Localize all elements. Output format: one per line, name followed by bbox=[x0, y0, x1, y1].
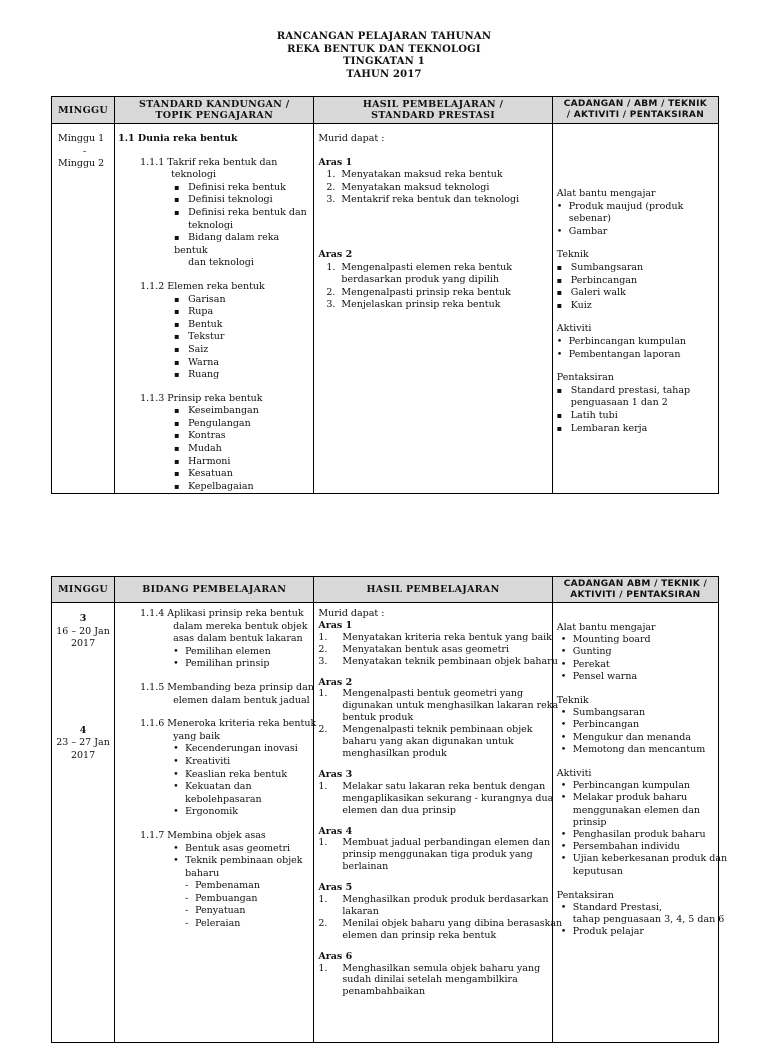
list-item: ▪ Mudah bbox=[174, 443, 313, 456]
week-year: 2017 bbox=[70, 638, 96, 650]
list-item: • Penghasilan produk baharu bbox=[561, 829, 718, 841]
list-item: • Standard Prestasi, bbox=[561, 902, 718, 914]
list-item: • Pembentangan laporan bbox=[557, 349, 718, 362]
aktiviti-title: Aktiviti bbox=[556, 323, 592, 335]
col-header-minggu: MINGGU bbox=[52, 577, 115, 603]
cell-hasil-pembelajaran: Murid dapat : Aras 1 1. Menyatakan kriteria reka bentuk yang baik 2. Menyatakan bentuk asas geometri 3. Menyatakan teknik pembinaan objek baharu Aras 2 1. Mengenalpasti bentuk geometri yang digunakan untuk menghasilkan lakaran reka bentuk produk 2. Mengenalpasti teknik pembinaan objek baharu yang akan digunakan untuk menghasilkan produk Aras 3 1. Melakar satu lakaran reka bentuk dengan mengaplikasikan sekurang - kurangnya dua elemen dan dua prinsip Aras 4 1. Membuat jadual perbandingan elemen dan prinsip menggunakan tiga produk yang berlainan Aras 5 1. Menghasilkan produk produk berdasarkan lakaran 2. Menilai objek baharu yang dibina berasaskan elemen dan prinsip reka bentuk Aras 6 1. Menghasilkan semula objek baharu yang sudah dinilai setelah mengambilkira penambahbaikan bbox=[314, 603, 552, 1043]
table-header-row bbox=[52, 577, 719, 603]
list-item: • Perbincangan kumpulan bbox=[557, 336, 718, 349]
list-item: ▪ Pengulangan bbox=[174, 418, 313, 431]
header-line-4: TAHUN 2017 bbox=[346, 68, 422, 80]
list-item: • Pemilihan prinsip bbox=[173, 658, 313, 671]
list-item: ▪ Galeri walk bbox=[557, 287, 718, 300]
list-item: • Perekat bbox=[561, 659, 718, 671]
week-start: Minggu 1 bbox=[58, 133, 105, 144]
list-item: ▪ Kepelbagaian bbox=[174, 481, 313, 494]
topic-title: 1.1 Dunia reka bentuk bbox=[118, 133, 238, 144]
list-item: Mengenalpasti teknik pembinaan objek bbox=[342, 724, 533, 736]
week-date: 16 – 20 Jan bbox=[56, 625, 110, 637]
table-row bbox=[52, 603, 719, 1043]
aras-1-title: Aras 1 bbox=[318, 156, 353, 168]
list-item: - Pembuangan bbox=[185, 893, 313, 906]
header-line-2: REKA BENTUK DAN TEKNOLOGI bbox=[287, 43, 481, 55]
week-number: 4 bbox=[79, 724, 87, 736]
list-item: ▪ Perbincangan bbox=[557, 275, 718, 288]
list-item: • Perbincangan bbox=[561, 719, 718, 731]
table-row bbox=[52, 124, 719, 494]
aras-1-title: Aras 1 bbox=[318, 619, 353, 631]
list-item: ▪ Definisi teknologi bbox=[174, 194, 313, 207]
list-item: ▪ Tekstur bbox=[174, 331, 313, 344]
list-item: Menyatakan kriteria reka bentuk yang baik bbox=[342, 631, 552, 643]
list-item: ▪ Kuiz bbox=[557, 300, 718, 313]
cell-hasil-pembelajaran: Murid dapat : Aras 1 1. Menyatakan maksud reka bentuk 2. Menyatakan maksud teknologi 3. Mentakrif reka bentuk dan teknologi Aras 2 1. Mengenalpasti elemen reka bentuk berdasarkan produk yang dipilih 2. Mengenalpasti prinsip reka bentuk 3. Menjelaskan prinsip reka bentuk bbox=[314, 124, 552, 494]
list-item: ▪ Latih tubi bbox=[557, 410, 718, 423]
list-item: ▪ Rupa bbox=[174, 306, 313, 319]
subtopic-list bbox=[140, 405, 313, 493]
cell-minggu bbox=[52, 124, 115, 494]
list-item: • Pemilihan elemen bbox=[173, 646, 313, 659]
list-item: ▪ Saiz bbox=[174, 344, 313, 357]
abm-title: Alat bantu mengajar bbox=[556, 622, 656, 633]
list-item: • Sumbangsaran bbox=[561, 707, 718, 719]
list-item: • Mengukur dan menanda bbox=[561, 732, 718, 744]
pentaksiran-title: Pentaksiran bbox=[556, 372, 614, 384]
list-item: ▪ Definisi reka bentuk bbox=[174, 182, 313, 195]
list-item: • Ergonomik bbox=[173, 806, 313, 819]
col-header-standard-kandungan: STANDARD KANDUNGAN / TOPIK PENGAJARAN bbox=[115, 97, 314, 124]
col-header-hasil-pembelajaran: HASIL PEMBELAJARAN / STANDARD PRESTASI bbox=[314, 97, 552, 124]
murid-dapat: Murid dapat : bbox=[318, 133, 385, 144]
aras-3-title: Aras 3 bbox=[318, 768, 353, 780]
list-item: ▪ Kesatuan bbox=[174, 468, 313, 481]
aras-6-title: Aras 6 bbox=[318, 950, 353, 962]
list-item: ▪ Bentuk bbox=[174, 319, 313, 332]
list-item: ▪ Sumbangsaran bbox=[557, 262, 718, 275]
list-item: Mentakrif reka bentuk dan teknologi bbox=[341, 194, 520, 206]
col-header-hasil-pembelajaran: HASIL PEMBELAJARAN bbox=[314, 577, 552, 603]
list-item: • Pensel warna bbox=[561, 671, 718, 683]
col-header-bidang-pembelajaran: BIDANG PEMBELAJARAN bbox=[115, 577, 314, 603]
list-item: Menghasilkan produk produk berdasarkan bbox=[342, 894, 549, 906]
list-item: - Penyatuan bbox=[185, 905, 313, 918]
abm-title: Alat bantu mengajar bbox=[556, 188, 656, 199]
list-item: • Kecenderungan inovasi bbox=[173, 743, 313, 756]
list-item: • Gambar bbox=[557, 226, 718, 239]
list-item: - Pembenaman bbox=[185, 880, 313, 893]
list-item: ▪ Ruang bbox=[174, 369, 313, 382]
list-item: Menilai objek baharu yang dibina berasaskan bbox=[342, 917, 563, 929]
teknik-title: Teknik bbox=[556, 249, 589, 261]
subtopic-1-1-3: 1.1.3 Prinsip reka bentuk bbox=[140, 392, 263, 404]
week-year: 2017 bbox=[70, 749, 96, 761]
col-header-cadangan: CADANGAN / ABM / TEKNIK / AKTIVITI / PENTAKSIRAN bbox=[552, 97, 718, 124]
aras-2-title: Aras 2 bbox=[318, 248, 353, 260]
list-item: Menyatakan teknik pembinaan objek baharu bbox=[342, 655, 558, 667]
list-item: • Memotong dan mencantum bbox=[561, 744, 718, 756]
list-item: • Melakar produk baharu bbox=[561, 792, 718, 804]
cell-cadangan: Alat bantu mengajar • Mounting board • Gunting • Perekat • Pensel warna Teknik • Sumbangsaran • Perbincangan • Mengukur dan menanda • Memotong dan mencantum Aktiviti • Perbincangan kumpulan • Melakar produk baharu menggunakan elemen dan prinsip • Penghasilan produk baharu • Persembahan individu • Ujian keberkesanan produk dan keputusan Pentaksiran • Standard Prestasi, tahap penguasaan 3, 4, 5 dan 6 • Produk pelajar bbox=[552, 603, 718, 1043]
subtopic-list: ▪ Definisi reka bentuk ▪ Definisi teknologi ▪ Definisi reka bentuk dan teknologi ▪ Bidang dalam reka bentuk dan teknologi bbox=[140, 182, 313, 270]
list-item: Mengenalpasti prinsip reka bentuk bbox=[341, 286, 511, 298]
list-item: ▪ Kontras bbox=[174, 430, 313, 443]
list-item: Menyatakan maksud teknologi bbox=[341, 181, 490, 193]
week-end: Minggu 2 bbox=[58, 158, 105, 170]
list-item: • Kekuatan dan bbox=[173, 781, 313, 794]
list-item: • Ujian keberkesanan produk dan bbox=[561, 853, 718, 865]
list-item: ▪ Bidang dalam reka bentuk bbox=[174, 232, 313, 257]
subtopic-list bbox=[140, 294, 313, 382]
plan-table-1 bbox=[51, 96, 719, 494]
list-item: • Kreativiti bbox=[173, 756, 313, 769]
list-item: Mengenalpasti bentuk geometri yang bbox=[342, 688, 524, 700]
list-item: ▪ Warna bbox=[174, 357, 313, 370]
teknik-title: Teknik bbox=[556, 695, 589, 707]
cell-minggu bbox=[52, 603, 115, 1043]
list-item: • Produk pelajar bbox=[561, 926, 718, 938]
list-item: Melakar satu lakaran reka bentuk dengan bbox=[342, 780, 546, 792]
list-item: ▪ Definisi reka bentuk dan bbox=[174, 207, 313, 220]
subtopic-1-1-7: 1.1.7 Membina objek asas bbox=[140, 829, 266, 841]
list-item: • Teknik pembinaan objek bbox=[173, 855, 313, 868]
cell-standard-kandungan: 1.1 Dunia reka bentuk 1.1.1 Takrif reka bentuk dan teknologi ▪ Definisi reka bentuk ▪ Definisi teknologi ▪ Definisi reka bentuk dan teknologi ▪ Bidang dalam reka bentuk dan teknologi 1.1.2 Elemen reka bentuk ▪ Garisan ▪ Rupa ▪ Bentuk ▪ Tekstur ▪ Saiz ▪ Warna ▪ Ruang 1.1.3 Prinsip reka bentuk ▪ Keseimbangan ▪ Pengulangan ▪ Kontras ▪ Mudah ▪ Harmoni ▪ Kesatuan ▪ Kepelbagaian bbox=[115, 124, 314, 494]
list-item: • Perbincangan kumpulan bbox=[561, 780, 718, 792]
list-item: Menjelaskan prinsip reka bentuk bbox=[341, 299, 501, 311]
list-item: ▪ Lembaran kerja bbox=[557, 423, 718, 436]
cell-cadangan: Alat bantu mengajar • Produk maujud (produk sebenar) • Gambar Teknik ▪ Sumbangsaran ▪ Perbincangan ▪ Galeri walk ▪ Kuiz Aktiviti • Perbincangan kumpulan • Pembentangan laporan Pentaksiran ▪ Standard prestasi, tahap penguasaan 1 dan 2 ▪ Latih tubi ▪ Lembaran kerja bbox=[552, 124, 718, 494]
document-header bbox=[0, 31, 768, 81]
cell-bidang-pembelajaran: 1.1.4 Aplikasi prinsip reka bentuk dalam mereka bentuk objek asas dalam bentuk lakaran • Pemilihan elemen • Pemilihan prinsip 1.1.5 Membanding beza prinsip dan elemen dalam bentuk jadual 1.1.6 Meneroka kriteria reka bentuk yang baik • Kecenderungan inovasi • Kreativiti • Keaslian reka bentuk • Kekuatan dan kebolehpasaran • Ergonomik 1.1.7 Membina objek asas • Bentuk asas geometri • Teknik pembinaan objek baharu - Pembenaman - Pembuangan - Penyatuan - Peleraian bbox=[115, 603, 314, 1043]
table-header-row bbox=[52, 97, 719, 124]
aras-5-title: Aras 5 bbox=[318, 882, 353, 894]
subtopic-1-1-6: 1.1.6 Meneroka kriteria reka bentuk bbox=[140, 718, 317, 730]
list-item: • Gunting bbox=[561, 646, 718, 658]
week-number: 3 bbox=[79, 613, 87, 624]
list-item: Membuat jadual perbandingan elemen dan bbox=[342, 837, 551, 849]
subtopic-1-1-4: 1.1.4 Aplikasi prinsip reka bentuk bbox=[140, 608, 304, 619]
murid-dapat: Murid dapat : bbox=[318, 608, 385, 619]
header-line-1: RANCANGAN PELAJARAN TAHUNAN bbox=[276, 31, 492, 42]
header-line-3: TINGKATAN 1 bbox=[343, 56, 425, 67]
col-header-minggu: MINGGU bbox=[52, 97, 115, 124]
list-item: Mengenalpasti elemen reka bentuk bbox=[341, 261, 513, 273]
week-separator: - bbox=[83, 145, 87, 157]
week-date: 23 – 27 Jan bbox=[56, 737, 110, 749]
pentaksiran-title: Pentaksiran bbox=[556, 889, 614, 901]
subtopic-1-1-5: 1.1.5 Membanding beza prinsip dan bbox=[140, 681, 314, 693]
list-item: • Keaslian reka bentuk bbox=[173, 769, 313, 782]
list-item: Menyatakan maksud reka bentuk bbox=[341, 169, 503, 181]
list-item: Menyatakan bentuk asas geometri bbox=[342, 643, 510, 655]
plan-table-2 bbox=[51, 576, 728, 1043]
aktiviti-title: Aktiviti bbox=[556, 768, 592, 780]
aras-2-title: Aras 2 bbox=[318, 676, 353, 688]
list-item: ▪ Harmoni bbox=[174, 456, 313, 469]
list-item: • Mounting board bbox=[561, 634, 718, 646]
list-item: ▪ Keseimbangan bbox=[174, 405, 313, 418]
aras-4-title: Aras 4 bbox=[318, 825, 353, 837]
list-item: Menghasilkan semula objek baharu yang bbox=[342, 962, 541, 974]
list-item: • Bentuk asas geometri bbox=[173, 843, 313, 856]
list-item: - Peleraian bbox=[185, 918, 313, 931]
list-item: ▪ Standard prestasi, tahap bbox=[557, 385, 718, 398]
list-item: • Produk maujud (produk bbox=[557, 201, 718, 214]
subtopic-1-1-2: 1.1.2 Elemen reka bentuk bbox=[140, 280, 265, 292]
col-header-cadangan: CADANGAN ABM / TEKNIK / AKTIVITI / PENTAKSIRAN bbox=[552, 577, 718, 603]
subtopic-1-1-1: 1.1.1 Takrif reka bentuk dan bbox=[140, 156, 278, 168]
list-item: ▪ Garisan bbox=[174, 294, 313, 307]
list-item: • Persembahan individu bbox=[561, 841, 718, 853]
